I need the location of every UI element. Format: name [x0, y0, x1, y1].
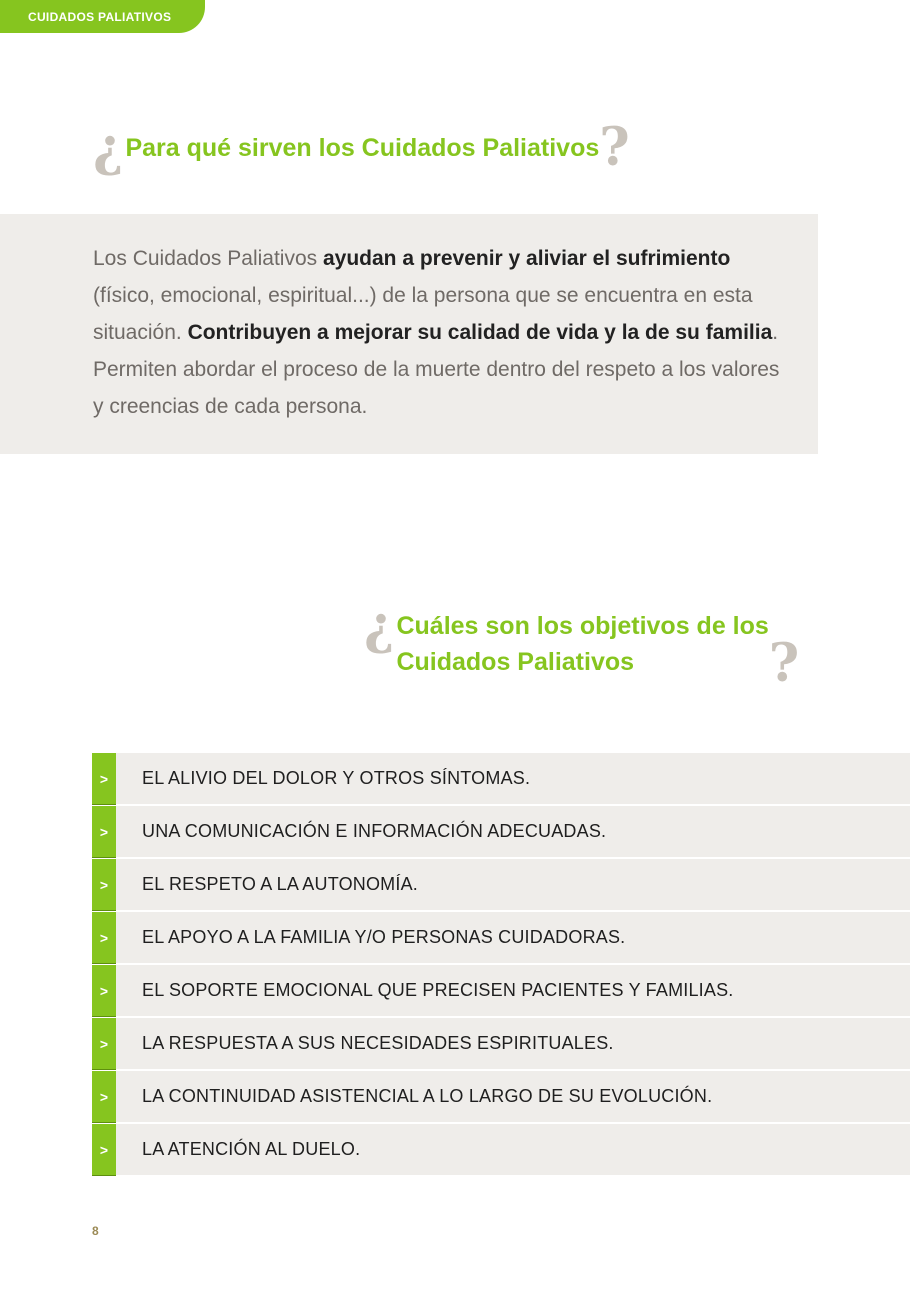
chevron-right-icon: > [92, 1018, 116, 1070]
chevron-right-icon: > [92, 859, 116, 911]
objective-text: EL ALIVIO DEL DOLOR Y OTROS SÍNTOMAS. [116, 753, 910, 805]
objective-item [92, 1071, 910, 1123]
intro-paragraph [93, 240, 793, 425]
objective-item [92, 912, 910, 964]
chevron-right-icon: > [92, 806, 116, 858]
chevron-right-icon: > [92, 1124, 116, 1176]
objective-text: LA RESPUESTA A SUS NECESIDADES ESPIRITUALES. [116, 1018, 910, 1070]
heading-purpose-text: Para qué sirven los Cuidados Paliativos [125, 134, 600, 162]
objective-item [92, 753, 910, 805]
chevron-right-icon: > [92, 753, 116, 805]
objective-item [92, 806, 910, 858]
objectives-list [92, 753, 910, 1177]
objective-item [92, 1018, 910, 1070]
heading-objectives-line1: Cuáles son los objetivos de los [396, 612, 769, 640]
question-mark: ? [599, 117, 630, 178]
objective-text: LA CONTINUIDAD ASISTENCIAL A LO LARGO DE SU EVOLUCIÓN. [116, 1071, 910, 1123]
objective-item [92, 859, 910, 911]
objective-item [92, 965, 910, 1017]
chevron-right-icon: > [92, 965, 116, 1017]
intro-emphasis: Contribuyen a mejorar su calidad de vida y la de su familia [187, 321, 773, 344]
intro-run: Los Cuidados Paliativos [93, 247, 323, 270]
objective-text: EL RESPETO A LA AUTONOMÍA. [116, 859, 910, 911]
section-tab-label: CUIDADOS PALIATIVOS [28, 9, 172, 24]
chevron-right-icon: > [92, 912, 116, 964]
heading-objectives [364, 595, 800, 694]
chevron-right-icon: > [92, 1071, 116, 1123]
objective-text: LA ATENCIÓN AL DUELO. [116, 1124, 910, 1176]
objective-item [92, 1124, 910, 1176]
question-mark: ? [768, 633, 800, 694]
heading-objectives-line2: Cuidados Paliativos [396, 648, 635, 676]
objective-text: UNA COMUNICACIÓN E INFORMACIÓN ADECUADAS. [116, 806, 910, 858]
intro-run: . Permiten abordar el proceso de la muerte dentro del respeto a los valores y creencias de cada persona. [93, 321, 780, 418]
inverted-question-mark: ¿ [93, 117, 124, 178]
page-number: 8 [92, 1224, 99, 1238]
objective-text: EL SOPORTE EMOCIONAL QUE PRECISEN PACIENTES Y FAMILIAS. [116, 965, 910, 1017]
section-tab [0, 0, 205, 33]
heading-purpose [93, 117, 630, 178]
inverted-question-mark: ¿ [364, 595, 395, 656]
objective-text: EL APOYO A LA FAMILIA Y/O PERSONAS CUIDADORAS. [116, 912, 910, 964]
heading-objectives-text [396, 608, 768, 680]
intro-run: (físico, emocional, espiritual...) de la persona que se encuentra en esta situación. [93, 284, 753, 344]
intro-emphasis: ayudan a prevenir y aliviar el sufrimiento [322, 247, 731, 270]
